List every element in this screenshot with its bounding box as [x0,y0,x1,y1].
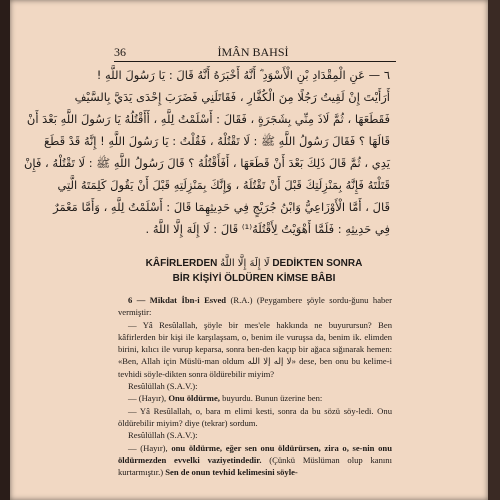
paragraph-text: — (Hayır), [128,442,172,453]
section-title-arabic: لَا إِلَهَ إِلَّا اللَّهُ [220,258,270,269]
page-number: 36 [114,45,126,59]
section-title-part: DEDİKTEN SONRA [272,258,363,269]
paragraph [118,294,392,319]
running-header [114,45,394,59]
narrator-name: 6 — Mikdat İbn-i Esved [128,295,227,305]
arabic-line: قَالَ ، أَمَّا الْأَوْزَاعِيُّ وَابْنُ جُرَيْجٍ فِي حَدِيثِهِمَا قَالَ : أَسْلَمْتُ لِلَّهِ ، وَأَمَّا مَعْمَرٌ [53,200,390,214]
running-title: İMÂN BAHSİ [217,45,289,59]
arabic-line: قَالَهَا ؟ فَقَالَ رَسُولُ اللَّهِ ﷺ : لَا تَقْتُلْهُ ، فَقُلْتُ : يَا رَسُولَ اللَّهِ ! إِنَّهُ قَدْ قَطَعَ [44,134,390,148]
book-spine-shadow [0,0,10,500]
paragraph [118,442,392,479]
emphasis-text: Onu öldürme, [168,393,220,404]
paragraph: — Yâ Resûlallah, şöyle bir mes'ele hakkında ne buyurursun? Ben kâfirlerden bir kişi ile karşılaşsam, o, benim ile vuruşsa da, benim ik. elimden birini, kılıcı ile vurup keparsa, sonra ben-den kaçıp bir ağaca sığınarak hemen: «Ben, Allah için Müslü-man oldum لا إله إلا الله» dese, ben onu bu kelime-i tevhidi söyle-dikten sonra öldürebilir miyim? [118,319,392,379]
arabic-line: يَدِي ، ثُمَّ قَالَ ذَلِكَ بَعْدَ أَنْ قَطَعَهَا ، أَفَأَقْتُلُهُ ؟ قَالَ رَسُولُ اللَّهِ ﷺ : لَا تَقْتُلْهُ ، فَإِنْ [23,156,390,170]
book-page [10,0,488,500]
section-title [118,256,390,286]
paragraph-text: buyurdu. Bunun üzerine ben: [219,393,323,404]
paragraph-text: — (Hayır), [128,393,169,404]
paragraph [118,392,392,404]
arabic-line: ٦ — عَنِ الْمِقْدَادِ بْنِ الْأَسْوَدِ ؓ أَنَّهُ أَخْبَرَهُ أَنَّهُ قَالَ : يَا رَسُولَ اللَّهِ ! [96,68,390,82]
arabic-line: قَتَلْتَهُ فَإِنَّهُ بِمَنْزِلَتِكَ قَبْلَ أَنْ تَقْتُلَهُ ، وَإِنَّكَ بِمَنْزِلَتِهِ قَبْلَ أَنْ يَقُولَ كَلِمَتَهُ الَّتِي [57,178,390,192]
paragraph: Resûlüllah (S.A.V.): [128,381,198,392]
paragraph: Resûlüllah (S.A.V.): [128,430,198,441]
emphasis-text: onu öldürme, eğer sen onu öldürürsen, zira o, se-nin onu öldürmezden evvelki vaziyetindedir. [118,442,392,465]
section-title-part: KÂFİRLERDEN [145,258,218,269]
paragraph-text: (Çünkü Müslüman olup kanını kurtarmıştır.) [118,454,392,478]
paragraph: — Yâ Resûlallah, o, bara m elimi kesti, sonra da bu sözü söy-ledi. Onu öldürebilir miyim? diye (tekrar) sordum. [118,405,392,428]
arabic-line: فَقَطَعَهَا ، ثُمَّ لَاذَ مِنِّي بِشَجَرَةٍ ، فَقَالَ : أَسْلَمْتُ لِلَّهِ ، أَأَقْتُلُهُ يَا رَسُولَ اللَّهِ بَعْدَ أَنْ [26,112,390,126]
arabic-line: أَرَأَيْتَ إِنْ لَقِيتُ رَجُلًا مِنَ الْكُفَّارِ ، فَقَاتَلَنِي فَضَرَبَ إِحْدَى يَدَيَّ بِالسَّيْفِ [74,90,390,104]
arabic-line: فِي حَدِيثِهِ : فَلَمَّا أَهْوَيْتُ لِأَقْتُلَهُ⁽¹⁾ قَالَ : لَا إِلَهَ إِلَّا اللَّهُ . [145,222,390,236]
emphasis-text: Sen de onun tevhid kelimesini söyle- [165,467,298,478]
section-title-line2: BİR KİŞİYİ ÖLDÜREN KİMSE BÂBI [172,273,336,284]
paragraph-text: (R.A.) (Peygambere şöyle sordu-ğunu haber vermiştir: [118,295,392,318]
header-rule [114,61,396,62]
turkish-translation [118,294,392,478]
arabic-hadith-text [23,64,390,240]
